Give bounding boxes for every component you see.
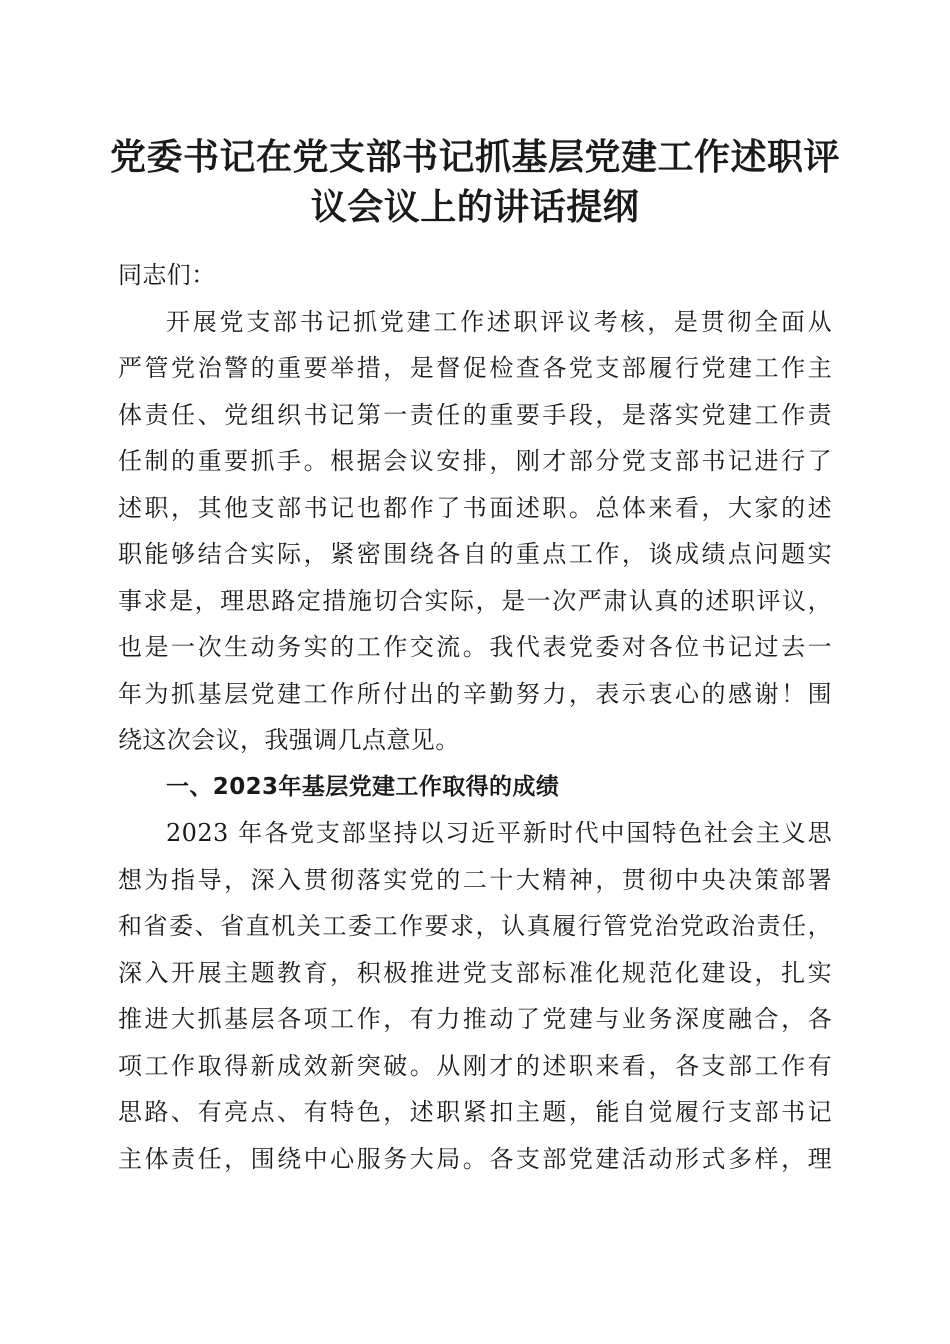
text-line: 推进大抓基层各项工作，有力推动了党建与业务深度融合，各 — [118, 1005, 832, 1033]
text-line: 任制的重要抓手。根据会议安排，刚才部分党支部书记进行了 — [118, 447, 832, 475]
paragraph-intro — [118, 299, 832, 764]
title-line: 议会议上的讲话提纲 — [310, 186, 640, 228]
text-line: 开展党支部书记抓党建工作述职评议考核，是贯彻全面从 — [166, 307, 832, 336]
document-title — [100, 132, 850, 232]
text-line: 和省委、省直机关工委工作要求，认真履行管党治党政治责任， — [118, 912, 832, 940]
text-line: 事求是，理思路定措施切合实际，是一次严肃认真的述职评议， — [118, 586, 832, 615]
text-line: 项工作取得新成效新突破。从刚才的述职来看，各支部工作有 — [118, 1051, 832, 1080]
text-line: 体责任、党组织书记第一责任的重要手段，是落实党建工作责 — [118, 400, 832, 429]
text-line: 思路、有亮点、有特色，述职紧扣主题，能自觉履行支部书记 — [118, 1098, 832, 1126]
text-line: 绕这次会议，我强调几点意见。 — [118, 726, 460, 754]
greeting: 同志们： — [118, 261, 216, 289]
document-body — [118, 252, 832, 1182]
text-line: 年为抓基层党建工作所付出的辛勤努力，表示衷心的感谢！围 — [118, 679, 832, 708]
section-heading: 一、2023年基层党建工作取得的成绩 — [166, 773, 560, 800]
text-line: 2023 年各党支部坚持以习近平新时代中国特色社会主义思 — [166, 819, 832, 847]
title-line: 党委书记在党支部书记抓基层党建工作述职评 — [109, 136, 840, 178]
paragraph-achievements — [118, 810, 832, 1182]
text-line: 严管党治警的重要举措，是督促检查各党支部履行党建工作主 — [118, 354, 832, 382]
text-line: 主体责任，围绕中心服务大局。各支部党建活动形式多样，理 — [118, 1144, 832, 1173]
text-line: 也是一次生动务实的工作交流。我代表党委对各位书记过去一 — [118, 633, 832, 661]
text-line: 深入开展主题教育，积极推进党支部标准化规范化建设，扎实 — [118, 958, 832, 987]
text-line: 职能够结合实际，紧密围绕各自的重点工作，谈成绩点问题实 — [118, 540, 832, 568]
text-line: 述职，其他支部书记也都作了书面述职。总体来看，大家的述 — [118, 493, 832, 522]
text-line: 想为指导，深入贯彻落实党的二十大精神，贯彻中央决策部署 — [118, 865, 832, 894]
